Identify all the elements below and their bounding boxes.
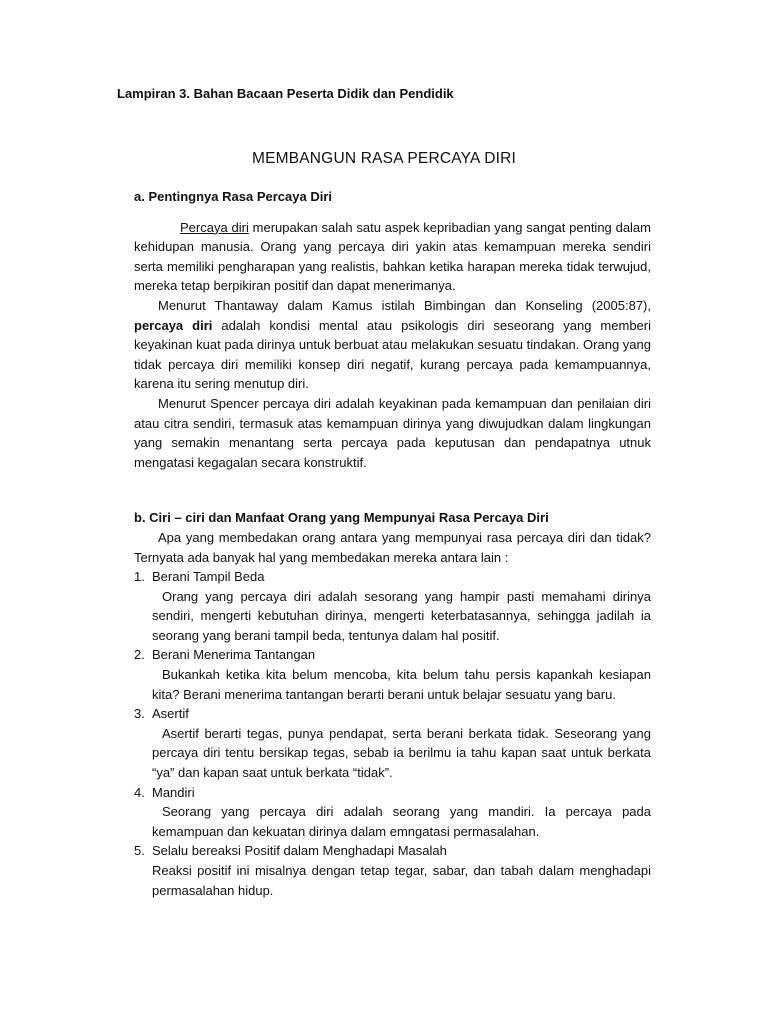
list-item-title: Mandiri — [152, 784, 195, 800]
spacer — [134, 207, 651, 218]
spacer — [134, 472, 651, 508]
section-a-paragraph-1 — [134, 218, 651, 296]
section-a-heading: a. Pentingnya Rasa Percaya Diri — [134, 189, 332, 204]
list-item-title: Berani Tampil Beda — [152, 569, 265, 585]
section-b-heading: b. Ciri – ciri dan Manfaat Orang yang Mempunyai Rasa Percaya Diri — [134, 510, 549, 526]
list-item-description: Reaksi positif ini misalnya dengan tetap tegar, sabar, dan tabah dalam menghadapi permasalahan hidup. — [152, 863, 651, 898]
list-item-title: Asertif — [152, 706, 189, 722]
list-item — [134, 704, 651, 782]
list-number: 3. — [134, 706, 145, 722]
list-item-description: Orang yang percaya diri adalah sesorang yang hampir pasti memahami dirinya sendiri, mengerti kebutuhan dirinya, mengerti keterbatasannya, sehingga jadilah ia seorang yang berani tampil beda, tentunya dalam hal positif. — [152, 588, 651, 643]
list-item — [134, 783, 651, 842]
list-item-title: Berani Menerima Tantangan — [152, 647, 316, 663]
paragraph-text: Menurut Thantaway dalam Kamus istilah Bimbingan dan Konseling (2005:87), — [158, 297, 651, 313]
list-item — [134, 567, 651, 645]
list-item-description: Seorang yang percaya diri adalah seorang yang mandiri. Ia percaya pada kemampuan dan kekuatan dirinya dalam emngatasi permasalahan. — [152, 804, 651, 839]
list-item-title: Selalu bereaksi Positif dalam Menghadapi Masalah — [152, 843, 447, 859]
section-a-paragraph-2 — [134, 296, 651, 394]
list-item-description: Asertif berarti tegas, punya pendapat, serta berani berkata tidak. Seseorang yang percaya diri tentu bersikap tegas, sebab ia berilmu ia tahu kapan saat untuk berkata “ya” dan kapan saat untuk berkata “tidak”. — [152, 725, 651, 781]
section-a-paragraph-3: Menurut Spencer percaya diri adalah keyakinan pada kemampuan dan penilaian diri atau citra sendiri, termasuk atas kemampuan dirinya yang diwujudkan dalam lingkungan yang semakin menantang serta percaya pada keputusan dan pendapatnya utnuk mengatasi kegagalan secara konstruktif. — [134, 395, 651, 470]
paragraph-text: adalah kondisi mental atau psikologis diri seseorang yang memberi keyakinan kuat pada dirinya untuk berbuat atau melakukan sesuatu tindakan. Orang yang tidak percaya diri memiliki konsep diri negatif, kurang percaya pada kemampuannya, karena itu sering menutup diri. — [134, 317, 651, 392]
appendix-label: Lampiran 3. Bahan Bacaan Peserta Didik dan Pendidik — [117, 86, 454, 101]
term-percaya-diri-bold: percaya diri — [134, 317, 213, 333]
list-number: 5. — [134, 843, 145, 859]
term-percaya-diri: Percaya diri — [180, 219, 249, 235]
list-item — [134, 645, 651, 704]
list-number: 4. — [134, 784, 145, 800]
list-number: 1. — [134, 569, 145, 585]
list-item — [134, 841, 651, 900]
document-title: MEMBANGUN RASA PERCAYA DIRI — [251, 150, 517, 167]
section-b-intro: Apa yang membedakan orang antara yang mempunyai rasa percaya diri dan tidak? Ternyata ada banyak hal yang membedakan mereka antara lain : — [134, 529, 651, 565]
list-number: 2. — [134, 647, 145, 663]
list-item-description: Bukankah ketika kita belum mencoba, kita belum tahu persis kapankah kesiapan kita? Berani menerima tantangan berarti berani untuk belajar sesuatu yang baru. — [152, 667, 651, 702]
document-body — [134, 187, 651, 900]
paragraph-text: merupakan salah satu aspek kepribadian yang sangat penting dalam kehidupan manusia. Orang yang percaya diri yakin atas kemampuan mereka sendiri serta memiliki pengharapan yang realistis, bahkan ketika harapan mereka tidak terwujud, mereka tetap berpikiran positif dan dapat menerimanya. — [134, 219, 651, 294]
